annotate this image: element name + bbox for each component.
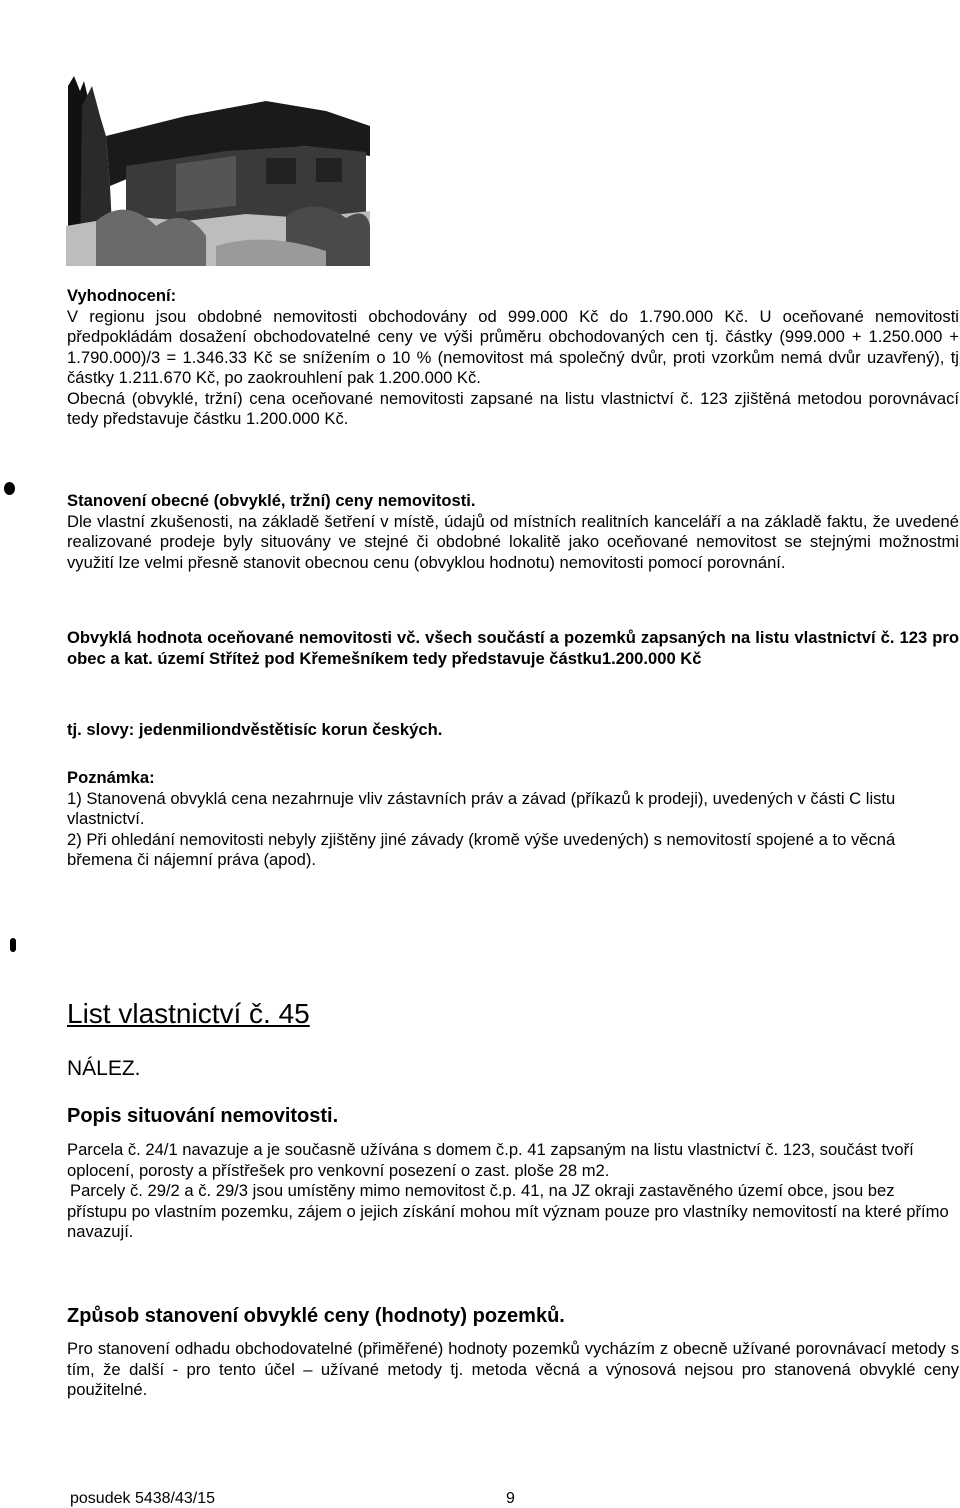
poznamka-note-2: 2) Při ohledání nemovitosti nebyly zjištěny jiné závady (kromě výše uvedených) s nemovitostí spojené a to věcná břemena či nájemní práva (apod). — [67, 829, 896, 869]
popis-heading: Popis situování nemovitosti. — [67, 1105, 339, 1127]
nalez-heading: NÁLEZ. — [67, 1057, 141, 1080]
obvykla-hodnota: Obvyklá hodnota oceňované nemovitosti vč. všech součástí a pozemků zapsaných na listu vlastnictví č. 123 pro obec a kat. území Stříteż pod Křemešníkem tedy představuje částku1.200.000 Kč — [67, 628, 959, 668]
poznamka-note-1: 1) Stanovená obvyklá cena nezahrnuje vliv zástavních práv a závad (příkazů k prodeji), uvedených v části C listu vlastnictví. — [67, 788, 896, 828]
popis-paragraph-2: Parcely č. 29/2 a č. 29/3 jsou umístěny mimo nemovitost č.p. 41, na JZ okraji zastavěného území obce, jsou bez přístupu po vlastním pozemku, zájem o jejich získání mohou mít význam pouze pro vlastníky nemovitostí na které přímo navazují. — [67, 1181, 949, 1241]
stanoveni-text: Dle vlastní zkušenosti, na základě šetření v místě, údajů od místních realitních kanceláří a na základě faktu, že uvedené realizované prodeje byly situovány ve stejné či obdobné lokalitě jako oceňované nemovitost se stejnými možnostmi využití lze velmi přesně stanovit obecnou cenu (obvyklou hodnotu) nemovitosti pomocí porovnání. — [67, 511, 959, 572]
footer-page-number: 9 — [506, 1490, 515, 1507]
vyhodnoceni-heading: Vyhodnocení: — [67, 286, 177, 305]
stanoveni-heading: Stanovení obecné (obvyklé, tržní) ceny nemovitosti. — [67, 491, 476, 510]
popis-section — [67, 1140, 959, 1243]
scan-mark — [4, 482, 15, 495]
zpusob-text: Pro stanovení odhadu obchodovatelné (přiměřené) hodnoty pozemků vycházím z obecně užívané porovnávací metody s tím, že další - pro tento účel – užívané metody tj. metoda věcná a výnosová nejsou pro stanovená obvyklé ceny použitelné. — [67, 1339, 959, 1399]
scan-mark-2 — [10, 938, 16, 952]
house-photo — [66, 46, 370, 266]
vyhodnoceni-paragraph-1: V regionu jsou obdobné nemovitosti obchodovány od 999.000 Kč do 1.790.000 Kč. U oceňované nemovitosti předpokládám dosažení obchodovatelné ceny ve výši průměru obchodovaných cen tj. částky (999.000 + 1.250.000 + 1.790.000)/3 = 1.346.33 Kč se snížením o 10 % (nemovitost má společný dvůr, proti vzorkům nemá dvůr uzavřený), tj částky 1.211.670 Kč, po zaokrouhlení pak 1.200.000 Kč. — [67, 306, 959, 387]
poznamka-heading: Poznámka: — [67, 768, 155, 787]
vyhodnoceni-paragraph-2: Obecná (obvyklé, tržní) cena oceňované nemovitosti zapsané na listu vlastnictví č. 123 zjištěná metodou porovnávací tedy představuje částku 1.200.000 Kč. — [67, 388, 959, 428]
poznamka-section — [67, 768, 959, 871]
zpusob-heading: Způsob stanovení obvyklé ceny (hodnoty) pozemků. — [67, 1305, 565, 1327]
vyhodnoceni-section — [67, 286, 959, 430]
stanoveni-section — [67, 491, 959, 573]
popis-paragraph-1: Parcela č. 24/1 navazuje a je současně užívána s domem č.p. 41 zapsaným na listu vlastnictví č. 123, součást tvoří oplocení, porosty a přístřešek pro venkovní posezení o zast. ploše 28 m2. — [67, 1140, 914, 1180]
footer-document-id: posudek 5438/43/15 — [70, 1490, 216, 1507]
slovy-amount: tj. slovy: jedenmiliondvěstětisíc korun českých. — [67, 720, 443, 739]
list-vlastnictvi-heading: List vlastnictví č. 45 — [67, 998, 310, 1029]
